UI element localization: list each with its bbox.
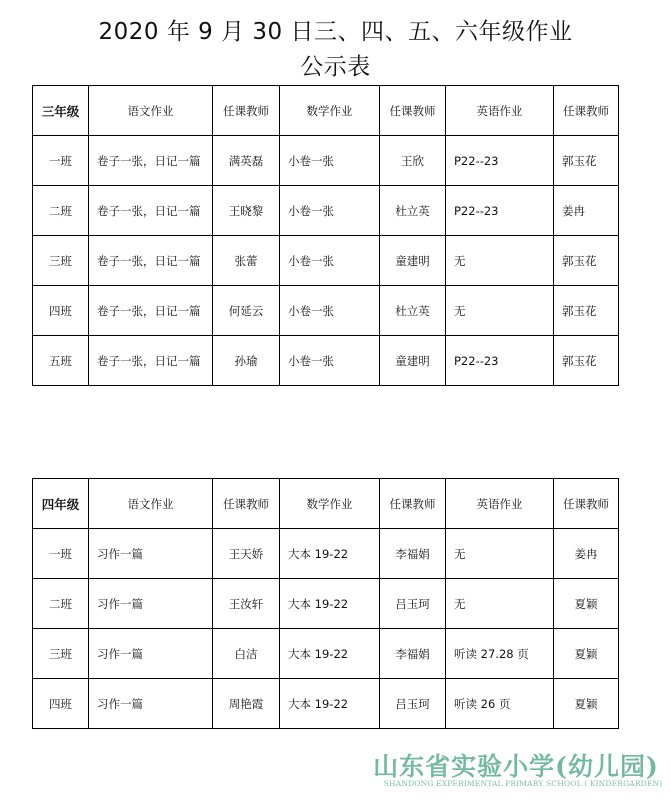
class-name: 四班 (33, 286, 89, 336)
english-homework: 听读 27.28 页 (446, 629, 554, 679)
chinese-homework: 卷子一张，日记一篇 (89, 286, 213, 336)
header-math-teacher: 任课教师 (380, 86, 446, 136)
grade-label: 四年级 (33, 479, 89, 529)
table-header-row (33, 86, 619, 136)
math-teacher: 李福娟 (380, 629, 446, 679)
math-teacher: 吕玉珂 (380, 679, 446, 729)
header-math-homework: 数学作业 (280, 86, 380, 136)
english-homework: P22--23 (446, 186, 554, 236)
chinese-teacher: 王天娇 (213, 529, 280, 579)
table-row (33, 336, 619, 386)
chinese-homework: 习作一篇 (89, 579, 213, 629)
school-name-logo: 山东省实验小学(幼儿园) (373, 752, 659, 781)
english-homework: 无 (446, 579, 554, 629)
header-english-homework: 英语作业 (446, 86, 554, 136)
chinese-teacher: 周艳霞 (213, 679, 280, 729)
table-row (33, 236, 619, 286)
english-homework: P22--23 (446, 336, 554, 386)
english-teacher: 夏颖 (554, 679, 619, 729)
math-homework: 小卷一张 (280, 236, 380, 286)
chinese-teacher: 白洁 (213, 629, 280, 679)
english-homework: 听读 26 页 (446, 679, 554, 729)
grade4-homework-table (32, 478, 619, 729)
table-row (33, 186, 619, 236)
chinese-homework: 习作一篇 (89, 529, 213, 579)
chinese-homework: 卷子一张，日记一篇 (89, 236, 213, 286)
header-math-homework: 数学作业 (280, 479, 380, 529)
page-title: 2020 年 9 月 30 日三、四、五、六年级作业 (98, 19, 573, 45)
grade-label: 三年级 (33, 86, 89, 136)
header-english-homework: 英语作业 (446, 479, 554, 529)
table-row (33, 286, 619, 336)
math-teacher: 杜立英 (380, 186, 446, 236)
class-name: 三班 (33, 629, 89, 679)
english-teacher: 郭玉花 (554, 336, 619, 386)
class-name: 二班 (33, 579, 89, 629)
header-chinese-teacher: 任课教师 (213, 479, 280, 529)
header-math-teacher: 任课教师 (380, 479, 446, 529)
math-teacher: 吕玉珂 (380, 579, 446, 629)
class-name: 四班 (33, 679, 89, 729)
english-teacher: 姜冉 (554, 186, 619, 236)
english-homework: 无 (446, 236, 554, 286)
math-homework: 大本 19-22 (280, 529, 380, 579)
math-teacher: 童建明 (380, 236, 446, 286)
english-teacher: 郭玉花 (554, 286, 619, 336)
table-header-row (33, 479, 619, 529)
math-homework: 小卷一张 (280, 286, 380, 336)
math-homework: 小卷一张 (280, 336, 380, 386)
chinese-teacher: 孙瑜 (213, 336, 280, 386)
math-homework: 大本 19-22 (280, 629, 380, 679)
class-name: 一班 (33, 529, 89, 579)
table-row (33, 679, 619, 729)
class-name: 三班 (33, 236, 89, 286)
english-homework: P22--23 (446, 136, 554, 186)
chinese-homework: 卷子一张，日记一篇 (89, 336, 213, 386)
math-homework: 小卷一张 (280, 136, 380, 186)
english-teacher: 夏颖 (554, 579, 619, 629)
chinese-homework: 习作一篇 (89, 629, 213, 679)
header-chinese-teacher: 任课教师 (213, 86, 280, 136)
class-name: 二班 (33, 186, 89, 236)
class-name: 一班 (33, 136, 89, 186)
english-teacher: 夏颖 (554, 629, 619, 679)
chinese-teacher: 何延云 (213, 286, 280, 336)
chinese-teacher: 满英磊 (213, 136, 280, 186)
english-teacher: 郭玉花 (554, 236, 619, 286)
chinese-homework: 卷子一张，日记一篇 (89, 186, 213, 236)
table-row (33, 579, 619, 629)
math-homework: 大本 19-22 (280, 579, 380, 629)
math-homework: 大本 19-22 (280, 679, 380, 729)
math-teacher: 杜立英 (380, 286, 446, 336)
english-homework: 无 (446, 529, 554, 579)
table-row (33, 529, 619, 579)
page-subtitle: 公示表 (300, 54, 371, 80)
math-teacher: 李福娟 (380, 529, 446, 579)
english-teacher: 郭玉花 (554, 136, 619, 186)
chinese-homework: 卷子一张，日记一篇 (89, 136, 213, 186)
english-homework: 无 (446, 286, 554, 336)
chinese-teacher: 张蕾 (213, 236, 280, 286)
grade3-homework-table (32, 85, 619, 386)
class-name: 五班 (33, 336, 89, 386)
school-name-english: SHANDONG EXPERIMENTAL PRIMARY SCHOOL ( KINDERGARDEN) (383, 779, 663, 788)
chinese-homework: 习作一篇 (89, 679, 213, 729)
math-teacher: 王欣 (380, 136, 446, 186)
table-row (33, 629, 619, 679)
table-row (33, 136, 619, 186)
header-english-teacher: 任课教师 (554, 86, 619, 136)
math-homework: 小卷一张 (280, 186, 380, 236)
header-english-teacher: 任课教师 (554, 479, 619, 529)
english-teacher: 姜冉 (554, 529, 619, 579)
header-chinese-homework: 语文作业 (89, 86, 213, 136)
math-teacher: 童建明 (380, 336, 446, 386)
chinese-teacher: 王晓黎 (213, 186, 280, 236)
header-chinese-homework: 语文作业 (89, 479, 213, 529)
chinese-teacher: 王汝轩 (213, 579, 280, 629)
